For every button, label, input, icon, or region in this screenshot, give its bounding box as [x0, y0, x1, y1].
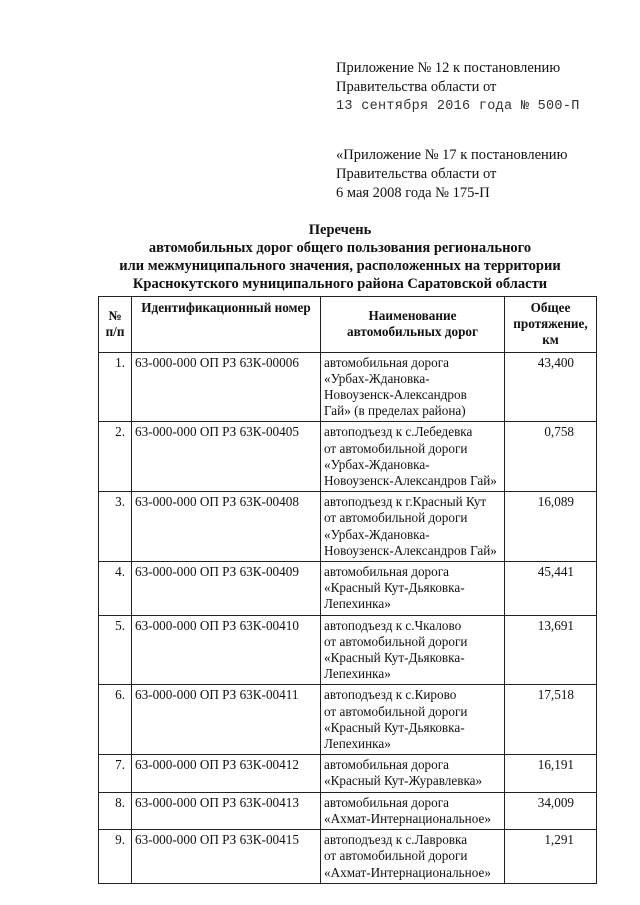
- road-name-line: от автомобильной дороги: [324, 510, 468, 526]
- appendix-line: Приложение № 12 к постановлению: [336, 60, 561, 76]
- title-line: Перечень: [308, 222, 372, 238]
- row-number: 7.: [99, 755, 132, 792]
- row-identifier: 63-000-000 ОП РЗ 63К-00415: [132, 830, 321, 884]
- row-identifier: 63-000-000 ОП РЗ 63К-00410: [132, 615, 321, 685]
- table-row: [99, 615, 597, 685]
- road-name-line: Лепехинка»: [324, 736, 391, 752]
- road-name-line: Новоузенск-Александров: [324, 387, 467, 403]
- row-number: 8.: [99, 792, 132, 829]
- road-name-line: автомобильная дорога: [324, 794, 450, 810]
- row-road-name: [321, 492, 505, 562]
- road-name-line: Гай» (в пределах района): [324, 403, 466, 419]
- appendix-line: Правительства области от: [336, 79, 497, 95]
- title-line: Краснокутского муниципального района Саратовской области: [132, 276, 548, 292]
- table-row: [99, 492, 597, 562]
- original-appendix-line: Правительства области от: [336, 166, 497, 182]
- row-length: 45,441: [505, 562, 597, 616]
- road-name-line: автоподъезд к с.Лавровка: [324, 832, 468, 848]
- road-name-line: автоподъезд к с.Лебедевка: [324, 424, 473, 440]
- road-name-line: автоподъезд к с.Чкалово: [324, 617, 462, 633]
- table-header-row: [99, 297, 597, 353]
- row-length: 43,400: [505, 352, 597, 422]
- row-number: 4.: [99, 562, 132, 616]
- road-name-line: «Урбах-Ждановка-: [324, 456, 430, 472]
- row-road-name: [321, 755, 505, 792]
- road-name-line: «Красный Кут-Дьяковка-: [324, 650, 465, 666]
- row-road-name: [321, 562, 505, 616]
- road-name-line: автомобильная дорога: [324, 354, 450, 370]
- row-identifier: 63-000-000 ОП РЗ 63К-00006: [132, 352, 321, 422]
- row-number: 1.: [99, 352, 132, 422]
- header-num: № п/п: [99, 297, 132, 353]
- road-name-line: автомобильная дорога: [324, 564, 450, 580]
- row-identifier: 63-000-000 ОП РЗ 63К-00412: [132, 755, 321, 792]
- road-name-line: «Урбах-Ждановка-: [324, 526, 430, 542]
- table-row: [99, 562, 597, 616]
- title-line: или межмуниципального значения, расположенных на территории: [119, 258, 561, 274]
- road-name-line: автомобильная дорога: [324, 757, 450, 773]
- road-name-line: «Ахмат-Интернациональное»: [324, 810, 491, 826]
- row-length: 13,691: [505, 615, 597, 685]
- road-name-line: Лепехинка»: [324, 596, 391, 612]
- header-length: Общее протяжение, км: [505, 297, 597, 353]
- road-name-line: от автомобильной дороги: [324, 633, 468, 649]
- road-name-line: Лепехинка»: [324, 666, 391, 682]
- road-name-line: Новоузенск-Александров Гай»: [324, 473, 497, 489]
- road-name-line: «Красный Кут-Дьяковка-: [324, 580, 465, 596]
- table-row: [99, 830, 597, 884]
- row-number: 6.: [99, 685, 132, 755]
- row-road-name: [321, 792, 505, 829]
- road-name-line: «Красный Кут-Дьяковка-: [324, 719, 465, 735]
- row-number: 2.: [99, 422, 132, 492]
- row-number: 5.: [99, 615, 132, 685]
- row-road-name: [321, 685, 505, 755]
- table-row: [99, 422, 597, 492]
- road-name-line: автоподъезд к с.Кирово: [324, 687, 457, 703]
- row-road-name: [321, 422, 505, 492]
- table-row: [99, 755, 597, 792]
- row-length: 16,191: [505, 755, 597, 792]
- roads-table: [98, 296, 597, 884]
- row-number: 9.: [99, 830, 132, 884]
- road-name-line: «Красный Кут-Журавлевка»: [324, 773, 483, 789]
- table-row: [99, 352, 597, 422]
- header-id: Идентификационный номер: [132, 297, 321, 353]
- row-length: 1,291: [505, 830, 597, 884]
- row-length: 17,518: [505, 685, 597, 755]
- road-name-line: «Урбах-Ждановка-: [324, 370, 430, 386]
- original-appendix-header: [336, 146, 567, 203]
- row-road-name: [321, 830, 505, 884]
- header-name: Наименование автомобильных дорог: [321, 297, 505, 353]
- road-name-line: от автомобильной дороги: [324, 440, 468, 456]
- appendix-date-stamp: 13 сентября 2016 года № 500-П: [336, 99, 580, 114]
- road-name-line: от автомобильной дороги: [324, 848, 468, 864]
- row-identifier: 63-000-000 ОП РЗ 63К-00408: [132, 492, 321, 562]
- table-row: [99, 792, 597, 829]
- row-identifier: 63-000-000 ОП РЗ 63К-00405: [132, 422, 321, 492]
- title-line: автомобильных дорог общего пользования регионального: [148, 240, 532, 256]
- row-number: 3.: [99, 492, 132, 562]
- appendix-header: [336, 59, 580, 116]
- document-title: [60, 221, 620, 293]
- row-length: 34,009: [505, 792, 597, 829]
- table-row: [99, 685, 597, 755]
- row-length: 0,758: [505, 422, 597, 492]
- original-appendix-line: 6 мая 2008 года № 175-П: [336, 185, 490, 201]
- row-road-name: [321, 615, 505, 685]
- road-name-line: от автомобильной дороги: [324, 703, 468, 719]
- road-name-line: автоподъезд к г.Красный Кут: [324, 494, 487, 510]
- row-length: 16,089: [505, 492, 597, 562]
- row-identifier: 63-000-000 ОП РЗ 63К-00411: [132, 685, 321, 755]
- row-identifier: 63-000-000 ОП РЗ 63К-00413: [132, 792, 321, 829]
- row-identifier: 63-000-000 ОП РЗ 63К-00409: [132, 562, 321, 616]
- original-appendix-line: «Приложение № 17 к постановлению: [336, 147, 568, 163]
- road-name-line: «Ахмат-Интернациональное»: [324, 864, 491, 880]
- row-road-name: [321, 352, 505, 422]
- road-name-line: Новоузенск-Александров Гай»: [324, 542, 497, 558]
